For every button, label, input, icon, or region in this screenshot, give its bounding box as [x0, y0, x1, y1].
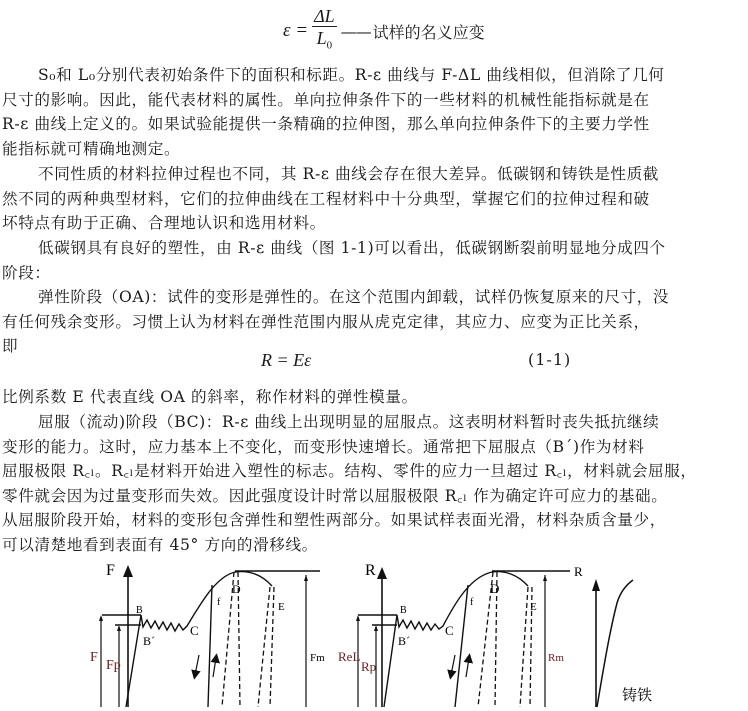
formula-numerator: ΔL [314, 5, 335, 26]
equation-expression: R = Eε [261, 350, 312, 370]
text-line: S₀和 L₀分别代表初始条件下的面积和标距。R-ε 曲线与 F-ΔL 曲线相似，但消除了几何 [38, 66, 665, 84]
svg-text:E: E [278, 601, 285, 613]
text-line: 可以清楚地看到表面有 45° 方向的滑移线。 [2, 535, 318, 554]
paragraph-definitions [2, 63, 746, 161]
text-line: 从屈服阶段开始，材料的变形包含弹性和塑性两部分。如果试样表面光滑，材料杂质含量少， [2, 511, 666, 530]
formula-lhs: ε = [283, 20, 309, 41]
formula-description: 试样的名义应变 [372, 22, 485, 42]
svg-text:D: D [232, 582, 241, 596]
svg-text:f: f [217, 597, 221, 608]
equation-number: (1-1) [528, 350, 572, 369]
text-line: 坏特点有助于正确、合理地认识和选用材料。 [2, 214, 326, 233]
svg-text:D: D [490, 581, 500, 596]
svg-text:R: R [365, 562, 376, 579]
hooke-law-equation [0, 350, 748, 376]
text-line: 即 [2, 337, 19, 356]
axis-arrow-icon [377, 567, 387, 579]
svg-text:E: E [530, 601, 537, 613]
svg-text:B´: B´ [143, 634, 155, 648]
tensile-curve-figure [0, 555, 748, 707]
text-line: 屈服极限 R꜀ₗ。R꜀ₗ是材料开始进入塑性的标志。结构、零件的应力一旦超过 R꜀ₗ，材料就会屈服， [2, 462, 697, 481]
svg-text:B: B [400, 605, 407, 616]
stress-strain-diagram [338, 562, 570, 707]
text-line: 不同性质的材料拉伸过程也不同，其 R-ε 曲线会存在很大差异。低碳钢和铸铁是性质截 [38, 165, 659, 183]
label-rm: Rm [548, 652, 564, 664]
formula-denominator: $L_0$ [316, 27, 333, 52]
formula-fraction [312, 6, 337, 57]
nominal-strain-formula [283, 6, 485, 56]
svg-text:B: B [136, 605, 143, 616]
axis-arrow-icon [592, 579, 600, 591]
text-line: 弹性阶段（OA)：试件的变形是弹性的。在这个范围内卸载，试样仍恢复原来的尺寸，没 [38, 288, 670, 306]
svg-text:B´: B´ [398, 634, 410, 648]
paragraph-yield-stage [2, 410, 746, 558]
svg-text:C: C [190, 623, 199, 638]
axis-arrow-icon [123, 565, 133, 577]
cast-iron-diagram [574, 564, 652, 707]
label-fm: Fm [310, 652, 325, 664]
text-line: 有任何残余变形。习惯上认为材料在弹性范围内服从虎克定律，其应力、应变为正比关系， [2, 312, 650, 331]
label-rp: Rp [361, 659, 377, 674]
label-fp: Fp [106, 658, 121, 673]
formula-dash: —— [340, 21, 371, 41]
paragraph-elastic-stage [2, 285, 746, 359]
paragraph-low-carbon-steel [2, 236, 746, 285]
force-elongation-diagram [90, 562, 325, 707]
axis-label-f: F [106, 562, 115, 579]
text-line: 屈服（流动)阶段（BC)：R-ε 曲线上出现明显的屈服点。这表明材料暂时丧失抵抗继续 [38, 413, 660, 431]
label-rel: ReL [338, 649, 361, 664]
text-line: R-ε 曲线上定义的。如果试验能提供一条精确的拉伸图，那么单向拉伸条件下的主要力学性 [2, 115, 650, 134]
text-line: 零件就会因为过量变形而失效。因此强度设计时常以屈服极限 R꜀ₗ 作为确定许可应力的基础。 [2, 486, 668, 505]
paragraph-material-differences [2, 162, 746, 236]
text-line: 能指标就可精确地测定。 [2, 139, 181, 158]
text-line: 然不同的两种典型材料，它们的拉伸曲线在工程材料中十分典型，掌握它们的拉伸过程和破 [2, 189, 650, 208]
paragraph-elastic-modulus [2, 385, 746, 410]
text-line: 变形的能力。这时，应力基本上不变化，而变形快速增长。通常把下屈服点（B´)作为材料 [2, 437, 645, 456]
text-line: 比例系数 E 代表直线 OA 的斜率，称作材料的弹性模量。 [2, 388, 418, 406]
svg-text:f: f [470, 597, 474, 608]
text-line: 阶段： [2, 263, 51, 282]
label-feL: F [90, 650, 98, 665]
svg-text:R: R [574, 564, 583, 579]
text-line: 低碳钢具有良好的塑性，由 R-ε 曲线（图 1-1)可以看出，低碳钢断裂前明显地分成四个 [38, 239, 666, 257]
text-line: 尺寸的影响。因此，能代表材料的属性。单向拉伸条件下的一些材料的机械性能指标就是在 [2, 90, 650, 109]
svg-text:C: C [445, 623, 454, 638]
label-cast-iron: 铸铁 [622, 688, 653, 704]
